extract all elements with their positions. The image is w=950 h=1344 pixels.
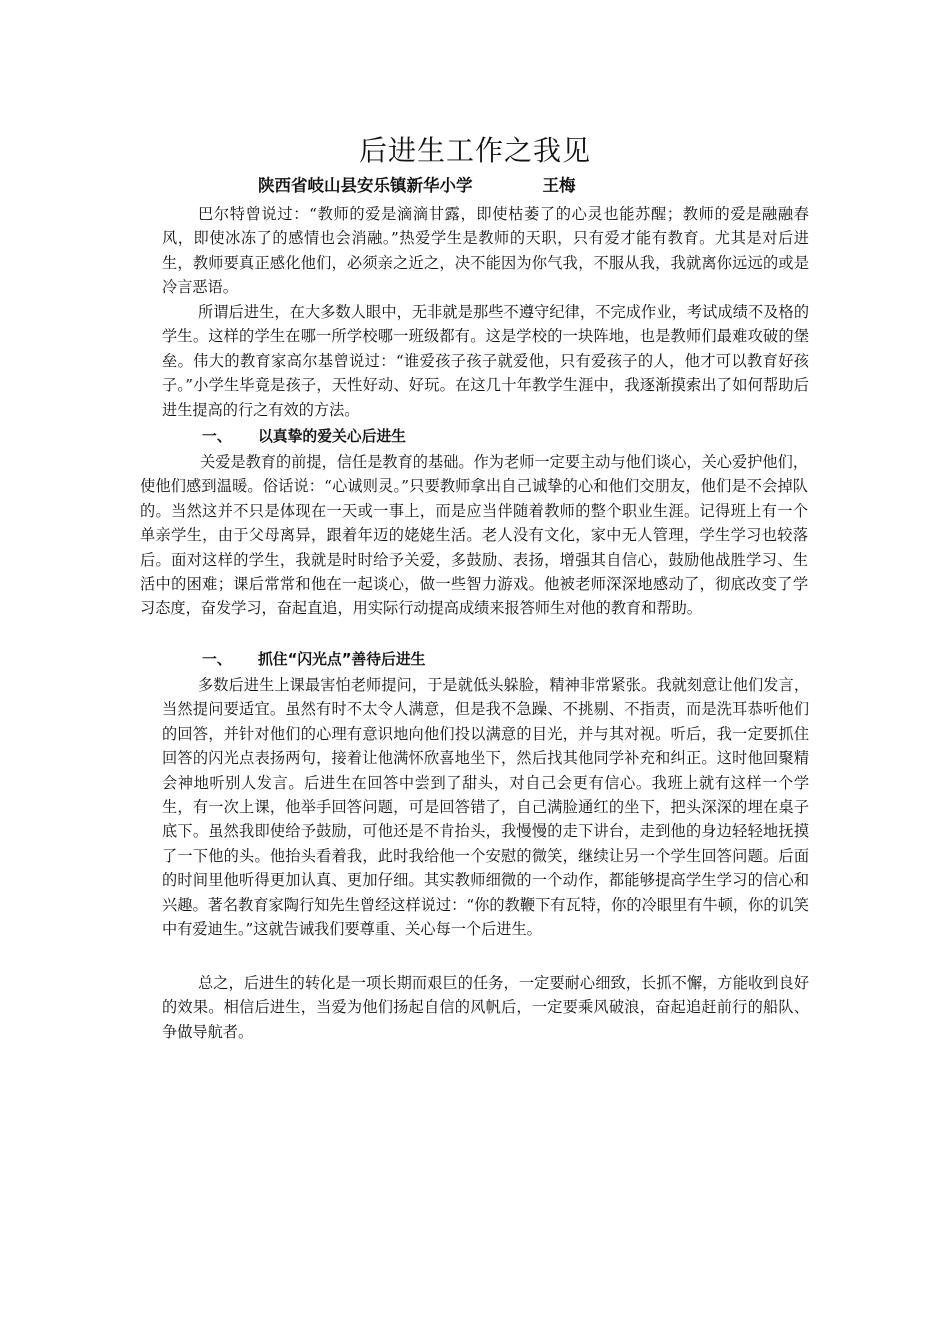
section-1-paragraph: 关爱是教育的前提，信任是教育的基础。作为老师一定要主动与他们谈心，关心爱护他们，使他们感到温暖。俗话说：“心诚则灵。”只要教师拿出自己诚挚的心和他们交朋友，他们是不会掉队的。当然这并不只是体现在一天或一事上，而是应当伴随着教师的整个职业生涯。记得班上有一个单亲学生，由于父母离异，跟着年迈的姥姥生活。老人没有文化，家中无人管理，学生学习也较落后。面对这样的学生，我就是时时给予关爱，多鼓励、表扬，增强其自信心，鼓励他战胜学习、生活中的困难；课后常常和他在一起谈心，做一些智力游戏。他被老师深深地感动了，彻底改变了学习态度，奋发学习，奋起直追，用实际行动提高成绩来报答师生对他的教育和帮助。 xyxy=(140,453,808,618)
section-1-title: 以真挚的爱关心后进生 xyxy=(258,428,406,445)
byline-school: 陕西省岐山县安乐镇新华小学 xyxy=(258,176,473,195)
section-2-paragraph: 多数后进生上课最害怕老师提问，于是就低头躲脸，精神非常紧张。我就刻意让他们发言，当然提问要适宜。虽然有时不太令人满意，但是我不急躁、不挑剔、不指责，而是洗耳恭听他们的回答，并针对他们的心理有意识地向他们投以满意的目光，并与其对视。听后，我一定要抓住回答的闪光点表扬两句，接着让他满怀欣喜地坐下，然后找其他同学补充和纠正。这时他回聚精会神地听别人发言。后进生在回答中尝到了甜头，对自己会更有信心。我班上就有这样一个学生，有一次上课，他举手回答问题，可是回答错了，自己满脸通红的坐下，把头深深的埋在桌子底下。虽然我即使给予鼓励，可他还是不肯抬头，我慢慢的走下讲台，走到他的身边轻轻地抚摸了一下他的头。他抬头看着我，此时我给他一个安慰的微笑，继续让另一个学生回答问题。后面的时间里他听得更加认真、更加仔细。其实教师细微的一个动作，都能够提高学生学习的信心和兴趣。著名教育家陶行知先生曾经这样说过：“你的教鞭下有瓦特，你的冷眼里有牛顿，你的讥笑中有爱迪生。”这就告诫我们要尊重、关心每一个后进生。 xyxy=(162,676,809,939)
conclusion-paragraph: 总之，后进生的转化是一项长期而艰巨的任务，一定要耐心细致，长抓不懈，方能收到良好的效果。相信后进生，当爱为他们扬起自信的风帆后，一定要乘风破浪，奋起追赶前行的船队、争做导航者。 xyxy=(162,974,809,1041)
byline xyxy=(258,174,576,198)
document-title: 后进生工作之我见 xyxy=(358,134,591,167)
byline-author: 王梅 xyxy=(542,176,576,195)
section-2-heading xyxy=(202,648,425,672)
section-2-title: 抓住“闪光点”善待后进生 xyxy=(258,651,426,668)
intro-paragraph-1: 巴尔特曾说过：“教师的爱是滴滴甘露，即使枯萎了的心灵也能苏醒；教师的爱是融融春风，即使冰冻了的感情也会消融。”热爱学生是教师的天职，只有爱才能有教育。尤其是对后进生，教师要真正感化他们，必须亲之近之，决不能因为你气我，不服从我，我就离你远远的或是冷言恶语。 xyxy=(162,205,809,297)
section-2-number: 一、 xyxy=(202,651,232,668)
intro-paragraph-2: 所谓后进生，在大多数人眼中，无非就是那些不遵守纪律，不完成作业，考试成绩不及格的学生。这样的学生在哪一所学校哪一班级都有。这是学校的一块阵地，也是教师们最难攻破的堡垒。伟大的教育家高尔基曾说过：“谁爱孩子孩子就爱他，只有爱孩子的人，他才可以教育好孩子。”小学生毕竟是孩子，天性好动、好玩。在这几十年教学生涯中，我逐渐摸索出了如何帮助后进生提高的行之有效的方法。 xyxy=(162,303,809,419)
section-1-number: 一、 xyxy=(202,428,232,445)
section-1-heading xyxy=(202,425,406,449)
